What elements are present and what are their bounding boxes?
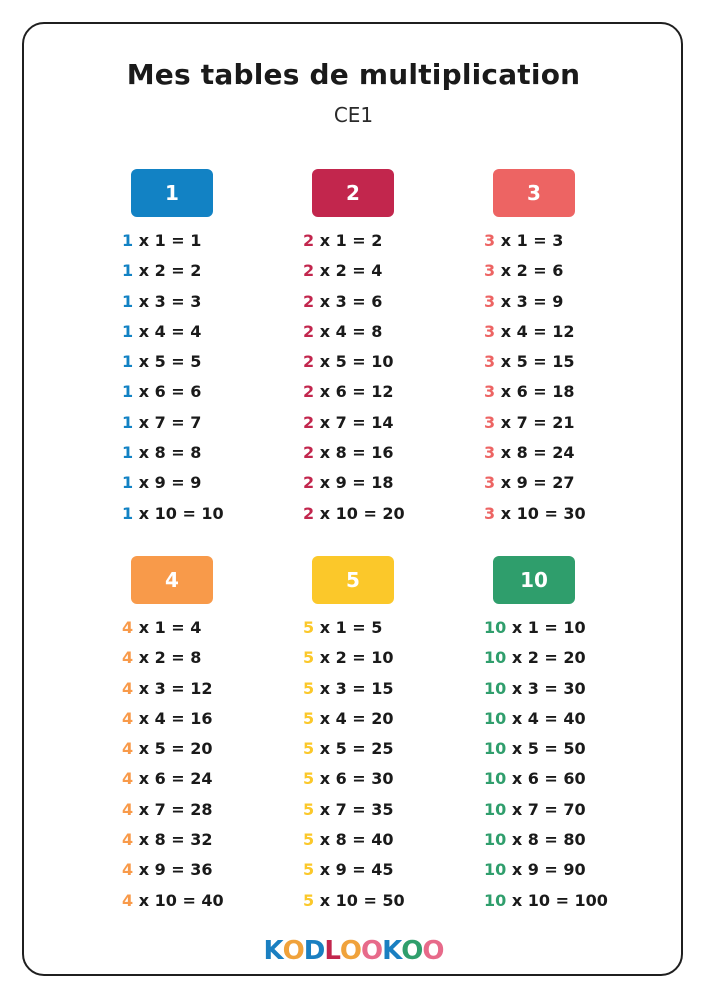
equation: x 3 = 3: [133, 291, 202, 311]
table-line: [122, 643, 315, 673]
multiplicand: 4: [122, 799, 134, 819]
equation: x 4 = 20: [314, 708, 394, 728]
equation: x 6 = 30: [314, 769, 394, 789]
table-line: [303, 499, 496, 529]
multiplicand: 5: [303, 648, 315, 668]
equation: x 8 = 16: [314, 443, 394, 463]
equation: x 10 = 20: [314, 503, 405, 523]
multiplicand: 1: [122, 321, 134, 341]
multiplicand: 10: [484, 739, 507, 759]
table-line: [122, 825, 315, 855]
multiplicand: 1: [122, 503, 134, 523]
equation: x 1 = 2: [314, 231, 383, 250]
page-subtitle: CE1: [333, 103, 374, 127]
equation: x 9 = 18: [314, 473, 394, 493]
logo-letter: L: [324, 936, 340, 966]
equation: x 9 = 45: [314, 860, 394, 880]
multiplicand: 2: [303, 231, 315, 250]
table-lines: [303, 226, 496, 529]
multiplicand: 4: [122, 708, 134, 728]
multiplicand: 3: [484, 291, 496, 311]
table-line: [484, 704, 674, 734]
equation: x 2 = 4: [314, 261, 383, 281]
table-line: [303, 287, 496, 317]
table-line: [484, 613, 674, 643]
logo-letter: D: [303, 936, 325, 966]
multiplicand: 4: [122, 769, 134, 789]
multiplicand: 2: [303, 412, 315, 432]
table-line: [303, 734, 493, 764]
logo-letter: O: [361, 936, 383, 966]
table-line: [303, 317, 496, 347]
table-line: [484, 317, 674, 347]
table-line: [484, 734, 674, 764]
equation: x 9 = 9: [133, 473, 202, 493]
table-line: [303, 408, 496, 438]
multiplicand: 3: [484, 231, 496, 250]
table-lines: [122, 613, 315, 916]
equation: x 4 = 16: [133, 708, 213, 728]
multiplicand: 4: [122, 860, 134, 880]
equation: x 9 = 27: [495, 473, 575, 493]
equation: x 1 = 1: [133, 231, 202, 250]
equation: x 3 = 15: [314, 678, 394, 698]
table-line: [484, 468, 674, 498]
equation: x 4 = 40: [506, 708, 586, 728]
multiplicand: 2: [303, 503, 315, 523]
table-line: [122, 764, 315, 794]
table-line: [303, 377, 496, 407]
multiplicand: 2: [303, 473, 315, 493]
multiplicand: 5: [303, 769, 315, 789]
equation: x 10 = 30: [495, 503, 586, 523]
multiplicand: 3: [484, 412, 496, 432]
multiplicand: 1: [122, 443, 134, 463]
multiplicand: 1: [122, 473, 134, 493]
equation: x 3 = 12: [133, 678, 213, 698]
equation: x 7 = 7: [133, 412, 202, 432]
equation: x 7 = 28: [133, 799, 213, 819]
table-line: [484, 674, 674, 704]
multiplicand: 5: [303, 678, 315, 698]
equation: x 4 = 8: [314, 321, 383, 341]
multiplicand: 1: [122, 412, 134, 432]
equation: x 1 = 4: [133, 618, 202, 637]
table-line: [484, 886, 674, 916]
multiplicand: 2: [303, 382, 315, 402]
table-line: [484, 347, 674, 377]
equation: x 1 = 10: [506, 618, 586, 637]
table-line: [122, 347, 315, 377]
table-line: [303, 795, 493, 825]
multiplicand: 10: [484, 648, 507, 668]
multiplicand: 4: [122, 830, 134, 850]
multiplicand: 3: [484, 261, 496, 281]
equation: x 10 = 10: [133, 503, 224, 523]
equation: x 10 = 40: [133, 890, 224, 910]
table-lines: [484, 226, 674, 529]
multiplicand: 3: [484, 473, 496, 493]
equation: x 5 = 5: [133, 352, 202, 372]
table-badge: 10: [493, 556, 575, 604]
table-line: [484, 643, 674, 673]
multiplicand: 5: [303, 860, 315, 880]
multiplicand: 10: [484, 860, 507, 880]
logo-letter: K: [382, 936, 402, 966]
equation: x 2 = 20: [506, 648, 586, 668]
table-line: [303, 764, 493, 794]
table-lines: [303, 613, 493, 916]
table-line: [303, 468, 496, 498]
table-line: [303, 438, 496, 468]
multiplicand: 10: [484, 890, 507, 910]
multiplicand: 5: [303, 890, 315, 910]
multiplicand: 10: [484, 799, 507, 819]
multiplicand: 1: [122, 291, 134, 311]
logo-letter: O: [282, 936, 304, 966]
table-line: [122, 499, 315, 529]
multiplicand: 5: [303, 618, 315, 637]
multiplicand: 10: [484, 618, 507, 637]
equation: x 5 = 25: [314, 739, 394, 759]
table-line: [303, 613, 493, 643]
table-badge: 5: [312, 556, 394, 604]
table-line: [303, 643, 493, 673]
table-line: [484, 855, 674, 885]
multiplicand: 4: [122, 739, 134, 759]
multiplicand: 3: [484, 443, 496, 463]
equation: x 2 = 2: [133, 261, 202, 281]
equation: x 5 = 20: [133, 739, 213, 759]
table-line: [303, 674, 493, 704]
table-line: [122, 468, 315, 498]
multiplicand: 2: [303, 291, 315, 311]
equation: x 7 = 35: [314, 799, 394, 819]
table-line: [122, 438, 315, 468]
equation: x 3 = 6: [314, 291, 383, 311]
table-badge: 4: [131, 556, 213, 604]
equation: x 8 = 8: [133, 443, 202, 463]
multiplicand: 1: [122, 382, 134, 402]
equation: x 9 = 90: [506, 860, 586, 880]
kodlooko-logo: [0, 936, 707, 966]
logo-letter: O: [422, 936, 444, 966]
table-line: [303, 825, 493, 855]
multiplicand: 5: [303, 830, 315, 850]
equation: x 5 = 15: [495, 352, 575, 372]
multiplicand: 10: [484, 678, 507, 698]
table-line: [122, 886, 315, 916]
table-line: [122, 226, 315, 256]
table-line: [484, 226, 674, 256]
table-line: [484, 287, 674, 317]
multiplicand: 4: [122, 678, 134, 698]
multiplicand: 1: [122, 261, 134, 281]
multiplicand: 10: [484, 830, 507, 850]
table-line: [122, 408, 315, 438]
table-badge: 2: [312, 169, 394, 217]
equation: x 8 = 24: [495, 443, 575, 463]
table-line: [484, 377, 674, 407]
multiplicand: 10: [484, 708, 507, 728]
equation: x 6 = 6: [133, 382, 202, 402]
multiplicand: 2: [303, 443, 315, 463]
table-line: [122, 317, 315, 347]
multiplicand: 1: [122, 352, 134, 372]
table-badge: 1: [131, 169, 213, 217]
table-line: [303, 226, 496, 256]
table-line: [122, 287, 315, 317]
table-line: [122, 734, 315, 764]
table-line: [122, 377, 315, 407]
table-line: [484, 408, 674, 438]
equation: x 2 = 8: [133, 648, 202, 668]
multiplicand: 5: [303, 799, 315, 819]
multiplicand: 3: [484, 503, 496, 523]
equation: x 6 = 60: [506, 769, 586, 789]
equation: x 9 = 36: [133, 860, 213, 880]
multiplicand: 2: [303, 352, 315, 372]
equation: x 3 = 30: [506, 678, 586, 698]
table-badge: 3: [493, 169, 575, 217]
table-line: [484, 438, 674, 468]
table-line: [484, 764, 674, 794]
multiplicand: 2: [303, 321, 315, 341]
equation: x 1 = 3: [495, 231, 564, 250]
logo-letter: O: [339, 936, 362, 966]
multiplicand: 2: [303, 261, 315, 281]
multiplicand: 10: [484, 769, 507, 789]
logo-letter: O: [401, 936, 423, 966]
table-line: [303, 704, 493, 734]
table-line: [303, 855, 493, 885]
table-line: [122, 795, 315, 825]
multiplicand: 4: [122, 648, 134, 668]
table-line: [484, 256, 674, 286]
equation: x 1 = 5: [314, 618, 383, 637]
equation: x 10 = 50: [314, 890, 405, 910]
table-line: [122, 674, 315, 704]
table-line: [484, 825, 674, 855]
equation: x 6 = 18: [495, 382, 575, 402]
equation: x 5 = 10: [314, 352, 394, 372]
table-lines: [484, 613, 674, 916]
logo-letter: K: [263, 936, 283, 966]
equation: x 8 = 32: [133, 830, 213, 850]
table-line: [303, 256, 496, 286]
multiplicand: 5: [303, 708, 315, 728]
page-title: Mes tables de multiplication: [126, 58, 581, 91]
equation: x 8 = 40: [314, 830, 394, 850]
equation: x 8 = 80: [506, 830, 586, 850]
multiplicand: 5: [303, 739, 315, 759]
equation: x 7 = 70: [506, 799, 586, 819]
multiplicand: 3: [484, 352, 496, 372]
equation: x 5 = 50: [506, 739, 586, 759]
equation: x 2 = 10: [314, 648, 394, 668]
table-lines: [122, 226, 315, 529]
multiplicand: 4: [122, 890, 134, 910]
table-line: [303, 886, 493, 916]
equation: x 6 = 12: [314, 382, 394, 402]
multiplicand: 1: [122, 231, 134, 250]
table-line: [122, 256, 315, 286]
equation: x 7 = 21: [495, 412, 575, 432]
multiplicand: 3: [484, 321, 496, 341]
equation: x 10 = 100: [506, 890, 608, 910]
equation: x 3 = 9: [495, 291, 564, 311]
table-line: [484, 499, 674, 529]
multiplicand: 3: [484, 382, 496, 402]
table-line: [122, 704, 315, 734]
equation: x 2 = 6: [495, 261, 564, 281]
equation: x 6 = 24: [133, 769, 213, 789]
multiplicand: 4: [122, 618, 134, 637]
equation: x 7 = 14: [314, 412, 394, 432]
table-line: [122, 613, 315, 643]
table-line: [122, 855, 315, 885]
table-line: [484, 795, 674, 825]
equation: x 4 = 12: [495, 321, 575, 341]
table-line: [303, 347, 496, 377]
equation: x 4 = 4: [133, 321, 202, 341]
